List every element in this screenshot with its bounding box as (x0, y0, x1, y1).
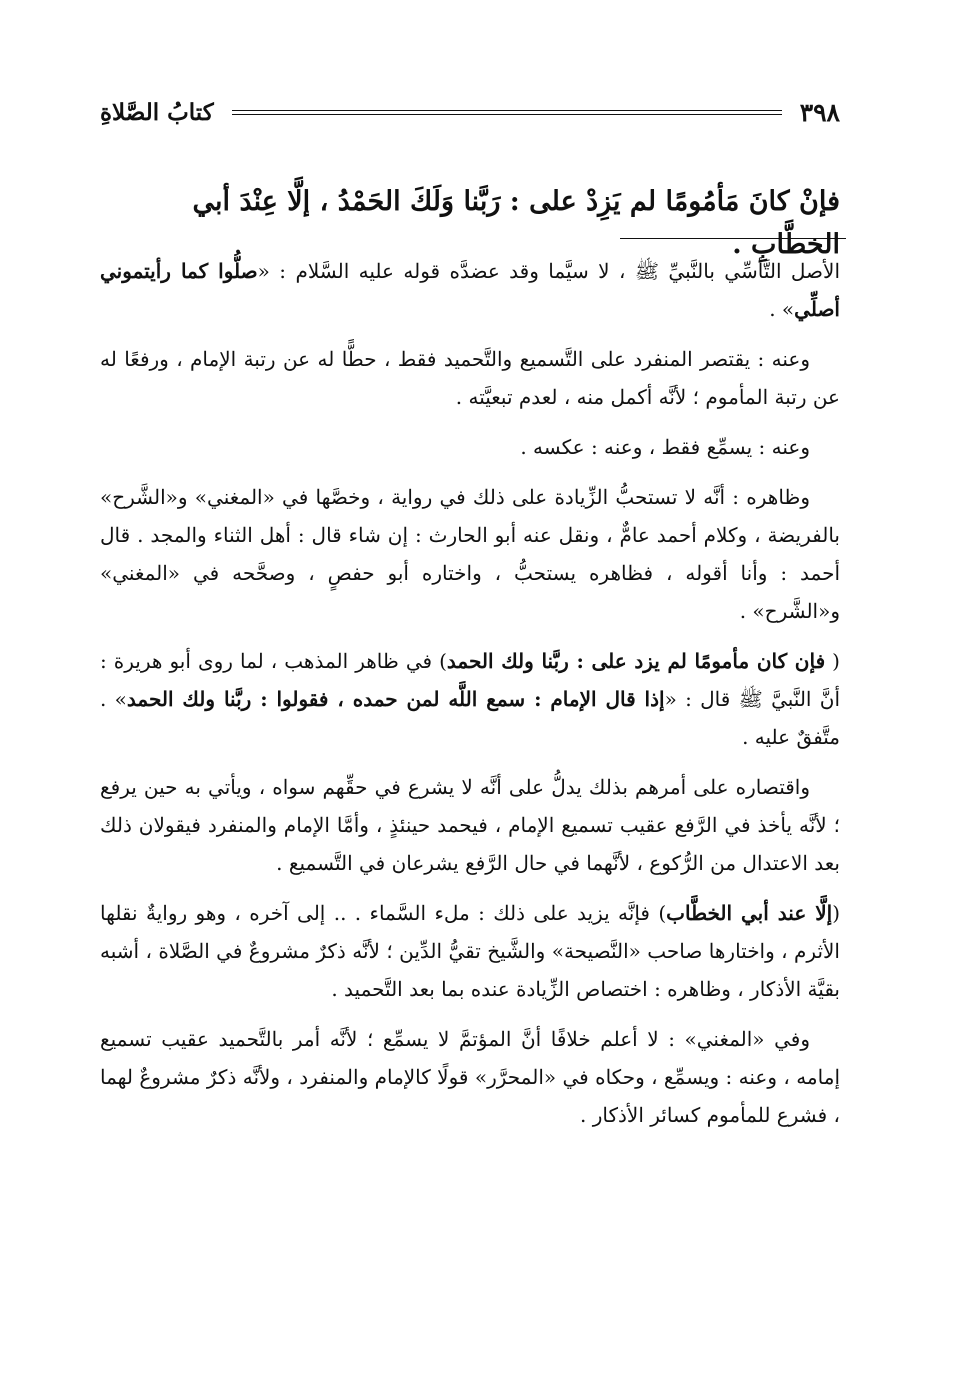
commentary-body (100, 252, 840, 1146)
paragraph: وعنه : يسمِّع فقط ، وعنه : عكسه . (520, 435, 810, 459)
page-number: ٣٩٨ (799, 97, 840, 127)
book-title: كتابُ الصَّلاةِ (100, 98, 214, 126)
paragraph: وفي «المغني» : لا أعلم خلافًا أنَّ المؤتمَّ لا يسمِّع ؛ لأنَّه أمر بالتَّحميد عقيب تسميع إمامه ، وعنه : ويسمِّع ، وحكاه في «المحرَّر» قولًا كالإمام والمنفرد ، ولأنَّه ذكرٌ مشروعٌ لهما ، فشرع للمأموم كسائر الأذكار . (100, 1027, 840, 1127)
paragraph: (إلَّا عند أبي الخطَّاب) فإنَّه يزيد على ذلك : ملء السَّماء . .. إلى آخره ، وهو روايةٌ نقلها الأثرم ، واختارها صاحب «النَّصيحة» والشَّيخ تقيُّ الدِّين ؛ لأنَّه ذكرٌ مشروعٌ في الصَّلاة ، أشبه بقيَّة الأذكار ، وظاهره : اختصاص الزِّيادة عنده بما بعد التَّحميد . (100, 901, 840, 1001)
header-rule (232, 110, 782, 115)
paragraph: الأصل التَّأسِّي بالنَّبيِّ ﷺ ، لا سيَّما وقد عضدَّه قوله عليه السَّلام : «صلُّوا كما رأيتموني أصلِّي» . (100, 259, 841, 321)
page-header (100, 92, 840, 132)
matn-separator (620, 238, 846, 239)
paragraph: وظاهره : أنَّه لا تستحبُّ الزِّيادة على ذلك في رواية ، وخصَّها في «المغني» و«الشَّرح» بالفريضة ، وكلام أحمد عامٌّ ، ونقل عنه أبو الحارث : إن شاء قال : أهل الثناء والمجد . قال أحمد : وأنا أقوله ، فظاهره يستحبُّ ، واختاره أبو حفصٍ ، وصحَّحه في «المغني» و«الشَّرح» . (100, 485, 840, 623)
paragraph: ( فإن كان مأمومًا لم يزد على : ربَّنا ولك الحمد) في ظاهر المذهب ، لما روى أبو هريرة : أنَّ النَّبيَّ ﷺ قال : «إذا قال الإمام : سمع اللَّه لمن حمده ، فقولوا : ربَّنا ولك الحمد» . متَّفقٌ عليه . (100, 649, 841, 749)
paragraph: واقتصاره على أمرهم بذلك يدلُّ على أنَّه لا يشرع في حقِّهم سواه ، ويأتي به حين يرفع ؛ لأنَّه يأخذ في الرَّفع عقيب تسميع الإمام ، فيحمد حينئذٍ ، وأمَّا الإمام والمنفرد فيقولان ذلك بعد الاعتدال من الرُّكوع ، لأنَّهما في حال الرَّفع يشرعان في التَّسميع . (100, 775, 840, 875)
paragraph: وعنه : يقتصر المنفرد على التَّسميع والتَّحميد فقط ، حطًّا له عن رتبة الإمام ، ورفعًا له عن رتبة المأموم ؛ لأنَّه أكمل منه ، لعدم تبعيَّته . (100, 347, 840, 409)
matn-text: فإنْ كانَ مَأمُومًا لم يَزِدْ على : رَبَّنا وَلَكَ الحَمْدُ ، إلَّا عِنْدَ أبي الخطَّابِ . (192, 186, 840, 261)
